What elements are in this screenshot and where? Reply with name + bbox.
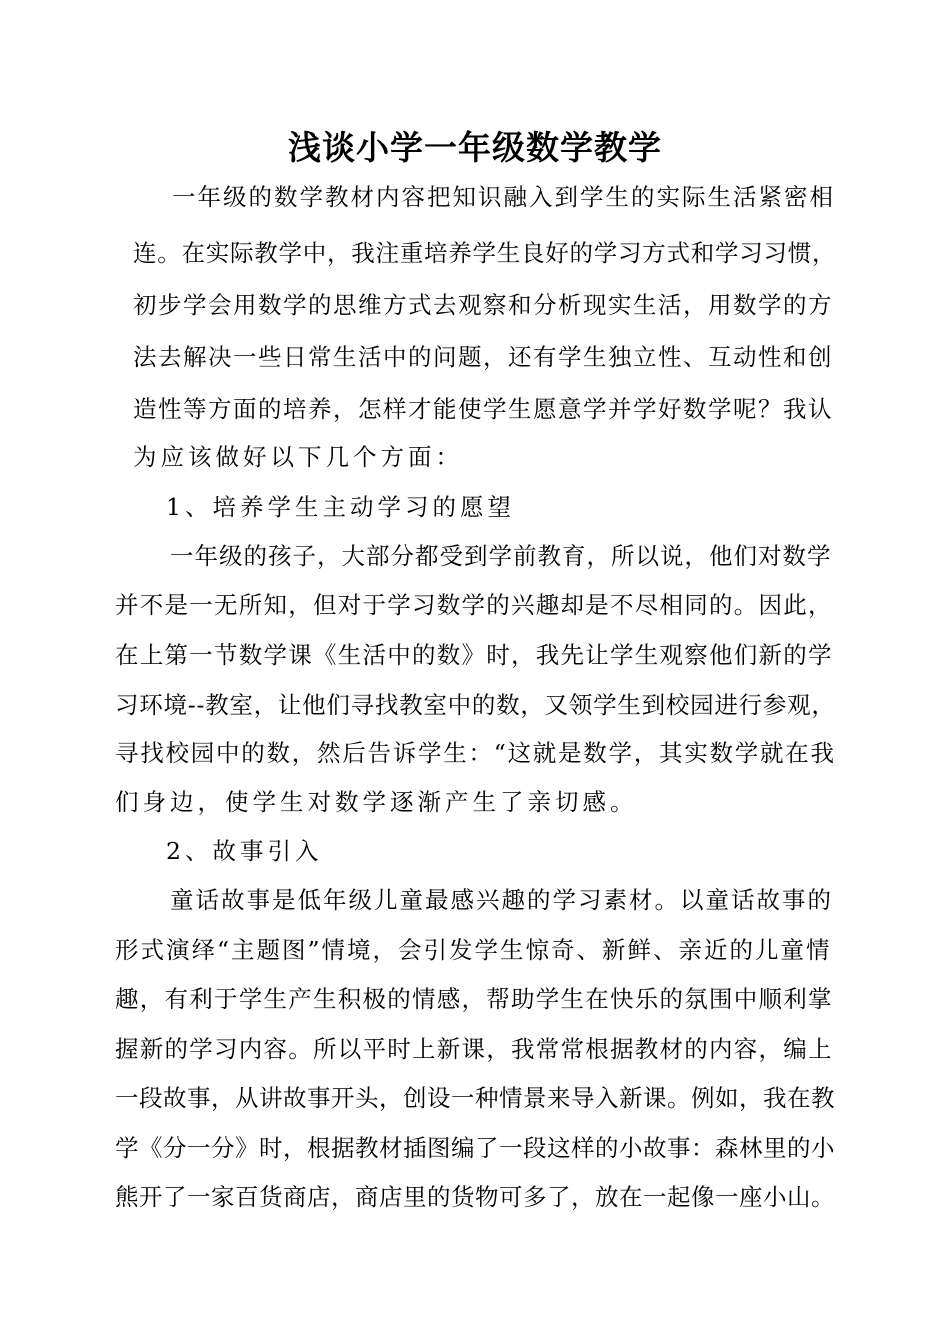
paragraph-line: 寻找校园中的数，然后告诉学生：“这就是数学，其实数学就在我 [115,739,836,767]
paragraph-line: 连。在实际教学中，我注重培养学生良好的学习方式和学习习惯， [133,239,837,267]
paragraph-line: 一年级的数学教材内容把知识融入到学生的实际生活紧密相 [172,183,835,211]
section-heading: 1、培养学生主动学习的愿望 [166,493,515,521]
paragraph-line: 形式演绎“主题图”情境，会引发学生惊奇、新鲜、亲近的儿童情 [115,936,832,964]
document-title: 浅谈小学一年级数学教学 [288,128,662,167]
paragraph-line: 初步学会用数学的思维方式去观察和分析现实生活，用数学的方 [133,291,833,319]
paragraph-line: 习环境--教室，让他们寻找教室中的数，又领学生到校园进行参观， [115,691,836,719]
paragraph-line: 在上第一节数学课《生活中的数》时，我先让学生观察他们新的学 [115,641,833,669]
paragraph-line: 为应该做好以下几个方面： [133,443,463,471]
paragraph-line: 们身边，使学生对数学逐渐产生了亲切感。 [115,788,638,816]
paragraph-line: 趣，有利于学生产生积极的情感，帮助学生在快乐的氛围中顺利掌 [115,985,833,1013]
paragraph-line: 一年级的孩子，大部分都受到学前教育，所以说，他们对数学 [170,542,832,570]
paragraph-line: 一段故事，从讲故事开头，创设一种情景来导入新课。例如，我在教 [115,1084,835,1112]
paragraph-line: 造性等方面的培养，怎样才能使学生愿意学并学好数学呢？我认 [133,395,833,423]
paragraph-line: 熊开了一家百货商店，商店里的货物可多了，放在一起像一座小山。 [115,1183,835,1211]
paragraph-line: 并不是一无所知，但对于学习数学的兴趣却是不尽相同的。因此， [115,591,833,619]
paragraph-line: 学《分一分》时，根据教材插图编了一段这样的小故事：森林里的小 [115,1134,835,1162]
paragraph-line: 童话故事是低年级儿童最感兴趣的学习素材。以童话故事的 [170,886,833,914]
paragraph-line: 握新的学习内容。所以平时上新课，我常常根据教材的内容，编上 [115,1035,833,1063]
section-heading: 2、故事引入 [166,837,323,865]
paragraph-line: 法去解决一些日常生活中的问题，还有学生独立性、互动性和创 [133,343,833,371]
